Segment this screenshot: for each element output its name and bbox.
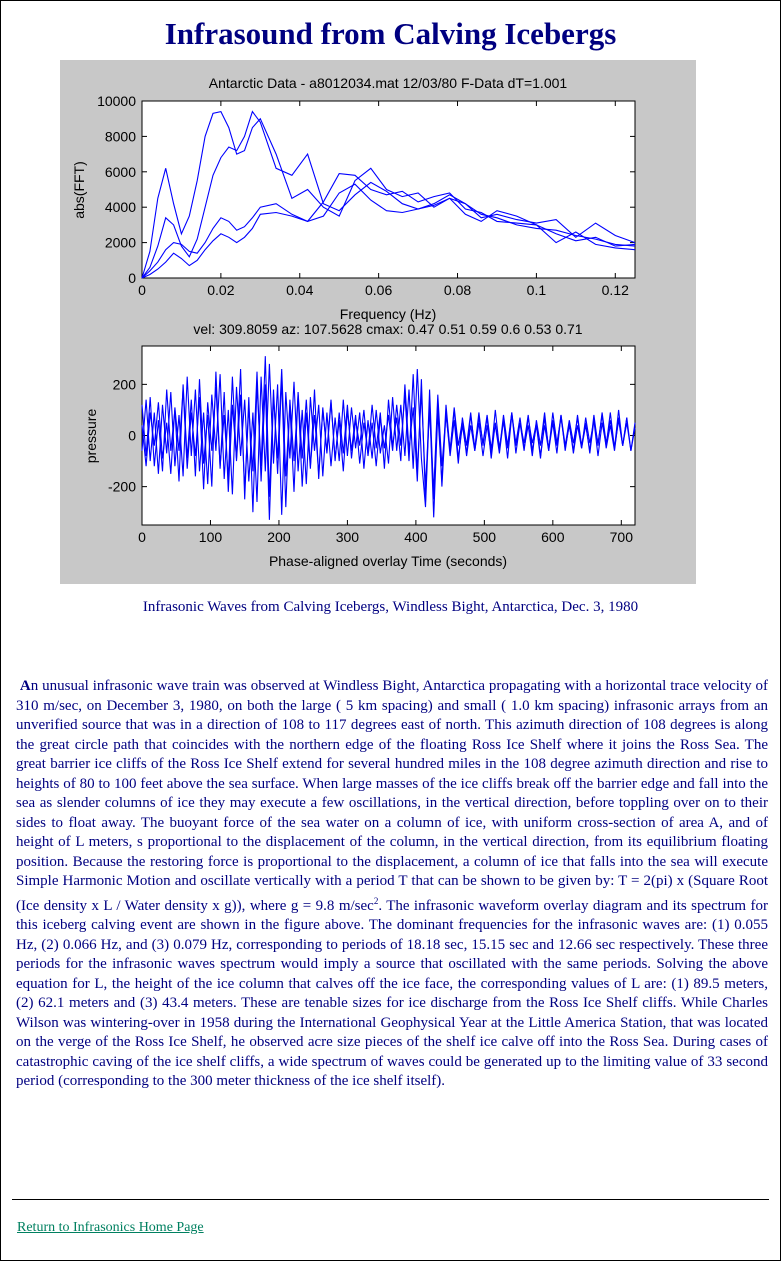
figure-svg	[0, 0, 781, 600]
page-title: Infrasound from Calving Icebergs	[164, 16, 617, 51]
horizontal-rule	[12, 1199, 769, 1200]
x-tick-label: 0	[138, 529, 146, 545]
waveform-x-axis-label: Phase-aligned overlay Time (seconds)	[268, 553, 508, 569]
x-tick-label: 200	[267, 529, 291, 545]
x-tick-label: 700	[609, 529, 633, 545]
article-paragraph	[16, 677, 768, 1092]
spectrum-plot-area	[142, 101, 635, 278]
y-tick-label: 2000	[104, 234, 136, 251]
x-tick-label: 0	[138, 282, 146, 298]
x-tick-label: 0.12	[601, 282, 629, 298]
x-tick-label: 0.06	[365, 282, 393, 298]
x-tick-label: 400	[404, 529, 428, 545]
paragraph-text-1: n unusual infrasonic wave train was observed at Windless Bight, Antarctica propagating with a horizontal trace velocity of 310 m/sec, on December 3, 1980, on both the large ( 5 km spacing) and small ( 1.0 km spacing) infrasonic arrays from an unverified source that was in a direction of 108 to 117 degrees east of north. This azimuth direction of 108 degrees is along the great circle path that coincides with the northern edge of the floating Ross Ice Shelf where it joins the Ross Sea. The great barrier ice cliffs of the Ross Ice Shelf extend for several hundred miles in the 108 degree azimuth direction and rise to heights of 80 to 100 feet above the sea surface. When large masses of the ice cliffs break off the barrier edge and fall into the sea as slender columns of ice they may execute a few oscillations, in the vertical direction, before toppling over on to their sides to float away. The buoyant force of the sea water on a column of ice, with uniform cross-section of area A, and of height of L meters, s proportional to the displacement of the column, in the vertical direction, from its equilibrium floating position. Because the restoring force is proportional to the displacement, a column of ice that falls into the sea will execute Simple Harmonic Motion and oscillate vertically with a period T that can be shown to be given by: T = 2(pi) x (Square Root (Ice density x L / Water density x g)), where g = 9.8 m/sec	[16, 678, 768, 914]
paragraph-text-2: . The infrasonic waveform overlay diagram and its spectrum for this iceberg calving event are shown in the figure above. The dominant frequencies for the infrasonic waves are: (1) 0.055 Hz, (2) 0.066 Hz, and (3) 0.079 Hz, corresponding to periods of 18.18 sec, 15.15 sec and 12.66 sec respectively. These three periods for the infrasonic waves spectrum would imply a source that oscillated with the same periods. Solving the above equation for L, the height of the ice column that calves off the ice face, the corresponding values of L are: (1) 89.5 meters, (2) 62.1 meters and (3) 43.4 meters. These are tenable sizes for ice discharge from the Ross Ice Shelf cliffs. While Charles Wilson was wintering-over in 1958 during the International Geophysical Year at the Little America Station, that was located on the verge of the Ross Ice Shelf, he observed acre size pieces of the shelf ice calve off into the Ross Sea. During cases of catastrophic caving of the ice shelf cliffs, a wide spectrum of waves could be generated up to the limiting value of 33 second period (corresponding to the 300 meter thickness of the ice shelf itself).	[16, 897, 769, 1089]
y-tick-label: 0	[128, 270, 136, 286]
paragraph-superscript: 2	[373, 895, 379, 906]
waveform-y-axis-label: pressure	[83, 408, 99, 464]
spectrum-x-axis-label: Frequency (Hz)	[339, 306, 437, 322]
x-tick-label: 500	[472, 529, 497, 545]
y-tick-label: 0	[128, 427, 136, 444]
y-tick-label: 6000	[104, 163, 136, 180]
x-tick-label: 600	[541, 529, 565, 545]
x-tick-label: 0.02	[207, 282, 235, 298]
x-tick-label: 0.04	[286, 282, 314, 298]
home-page-link[interactable]: Return to Infrasonics Home Page	[17, 1220, 204, 1235]
waveform-chart-title: vel: 309.8059 az: 107.5628 cmax: 0.47 0.51 0.59 0.6 0.53 0.71	[193, 321, 583, 337]
x-tick-label: 0.1	[526, 282, 547, 298]
y-tick-label: 10000	[97, 93, 136, 109]
spectrum-chart-title: Antarctic Data - a8012034.mat 12/03/80 F-Data dT=1.001	[208, 75, 568, 91]
y-tick-label: 8000	[104, 128, 136, 145]
x-tick-label: 300	[335, 529, 360, 545]
paragraph-lead-letter: A	[19, 678, 31, 694]
figure-caption: Infrasonic Waves from Calving Icebergs, Windless Bight, Antarctica, Dec. 3, 1980	[142, 599, 639, 615]
y-tick-label: -200	[107, 478, 136, 495]
spectrum-y-axis-label: abs(FFT)	[71, 161, 87, 219]
y-tick-label: 4000	[104, 199, 136, 216]
x-tick-label: 100	[198, 529, 223, 545]
x-tick-label: 0.08	[443, 282, 472, 298]
y-tick-label: 200	[112, 376, 136, 393]
